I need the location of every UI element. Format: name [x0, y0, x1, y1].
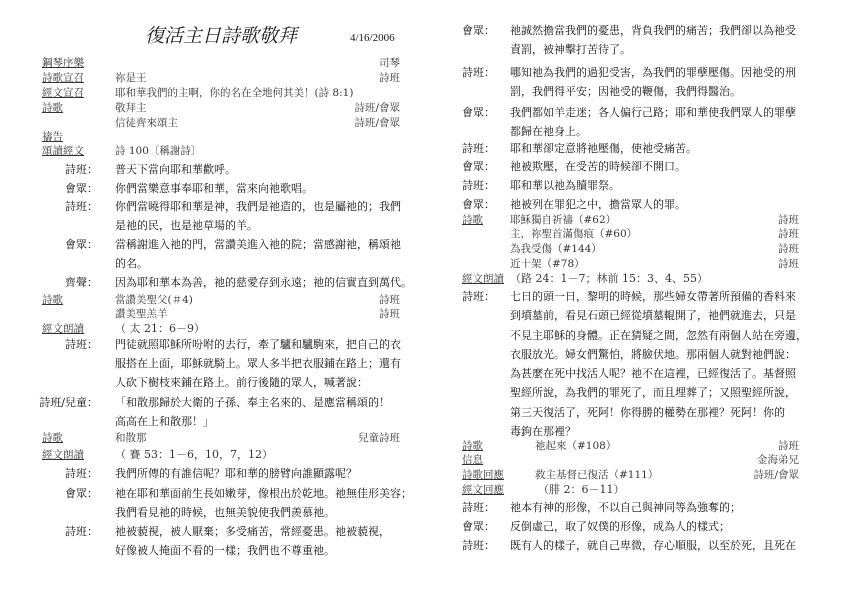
leader-label: 詩班	[778, 228, 799, 240]
reading-line: 七日的頭一日，黎明的時候，那些婦女帶著所預備的香料來	[510, 290, 796, 303]
response-hymn-row	[462, 468, 799, 482]
song-title: 祂起來（#108）	[535, 440, 617, 452]
reading-line: 衣服放光。婦女們驚怕，將臉伏地。那兩個人就對祂們說：	[510, 347, 796, 361]
call-scripture-row	[42, 86, 400, 100]
leader-label: 詩班	[778, 243, 799, 255]
leader-label: 詩班	[778, 258, 799, 270]
reading-line: 我們看見祂的時候，也無美貌使我們羨慕祂。	[115, 506, 335, 519]
reading-line: 門徒就照耶穌所吩咐的去行，牽了驢和驢駒來，把自己的衣	[115, 338, 401, 351]
speaker-label: 詩班：	[65, 338, 98, 351]
reading-line: 哪知祂為我們的過犯受害，為我們的罪孽壓傷。因祂受的刑	[510, 66, 796, 79]
scripture-reference: （ 太 21：6－9）	[115, 322, 205, 335]
speaker-label: 會眾：	[462, 106, 495, 119]
reading-line: 祂被欺壓，在受苦的時候卻不開口。	[510, 160, 686, 173]
section-heading: 經文朗讀	[42, 449, 84, 461]
section-heading: 詩歌宣召	[42, 72, 84, 84]
song-title: 信徒齊來頌主	[115, 117, 178, 129]
reading-line: 為甚麼在死中找活人呢？祂不在這裡，已經復活了。基督照	[510, 367, 796, 381]
song-title: 主，祢聖首滿傷痕（#60）	[510, 228, 638, 240]
hymn-row	[462, 439, 799, 453]
song-title: 為我受傷（#144）	[510, 243, 602, 255]
reading-line: 你們當曉得耶和華是神，我們是祂造的，也是屬祂的；我們	[115, 200, 401, 213]
speaker-label: 會眾：	[462, 160, 495, 173]
speaker-label: 詩班：	[65, 525, 98, 538]
scripture-reference: （路 24：1－7；林前 15：3、4、55）	[510, 272, 708, 285]
speaker-label: 詩班：	[462, 290, 495, 303]
leader-label: 詩班	[379, 294, 400, 306]
scripture-reference: （腓 2：6－11）	[538, 483, 625, 496]
leader-label: 詩班/會眾	[354, 102, 400, 114]
song-title: 和散那	[115, 432, 147, 444]
leader-label: 詩班/會眾	[753, 469, 799, 481]
section-heading: 鋼琴序樂	[42, 57, 84, 69]
reading-line: 毒鉤在那裡？	[510, 425, 576, 439]
reading-line: 高高在上和散那！」	[115, 415, 214, 428]
scripture-reading-row	[42, 448, 400, 462]
section-heading: 詩歌	[42, 432, 63, 444]
leader-label: 兒童詩班	[358, 432, 400, 444]
reading-line: 耶和華卻定意將祂壓傷，使祂受痛苦。	[510, 142, 697, 155]
reading-line: 反倒虛己，取了奴僕的形像，成為人的樣式；	[510, 520, 730, 533]
reading-line: 好像被人掩面不看的一樣；我們也不尊重祂。	[115, 544, 335, 557]
speaker-label: 詩班：	[65, 200, 98, 213]
song-title: 敬拜主	[115, 102, 147, 114]
reading-line: 是祂的民，也是祂草場的羊。	[115, 219, 258, 232]
page-title: 復活主日詩歌敬拜	[145, 25, 298, 47]
hymn-row	[42, 116, 400, 130]
song-title: 近十架（#78）	[510, 258, 585, 270]
section-heading: 經文宣召	[42, 87, 84, 99]
song-title: 祢是王	[115, 72, 147, 84]
scripture-reading-row	[42, 322, 400, 336]
reading-line: 你們當樂意事奉耶和華，當來向祂歌唱。	[115, 182, 313, 195]
song-title: 耶穌獨自祈禱（#62）	[510, 214, 617, 226]
scripture-reading-row	[462, 272, 799, 286]
scripture-text: 耶和華我們的主啊，你的名在全地何其美！(詩 8:1)	[115, 87, 354, 99]
hymn-row	[42, 101, 400, 115]
hymn-row	[462, 227, 799, 241]
reading-line: 既有人的樣子，就自己卑微，存心順服，以至於死，且死在	[510, 539, 796, 552]
reading-line: 祂被列在罪犯之中，擔當眾人的罪。	[510, 198, 686, 211]
speaker-label: 會眾：	[462, 24, 495, 37]
section-heading: 經文朗讀	[42, 323, 84, 335]
reading-line: 服搭在上面，耶穌就騎上。眾人多半把衣服鋪在路上；還有	[115, 357, 401, 370]
scripture-reference: 詩 100〔稱謝詩〕	[115, 145, 202, 157]
scripture-reference: （ 賽 53：1－6，10，7，12）	[115, 448, 273, 461]
section-heading: 經文朗讀	[462, 273, 504, 285]
reading-line: 到墳墓前，看見石頭已經從墳墓輥開了，祂們就進去，只是	[510, 309, 796, 323]
reading-line: 不見主耶穌的身體。正在猜疑之間，忽然有兩個人站在旁邊，	[510, 328, 807, 342]
speaker-label: 會眾：	[462, 198, 495, 211]
service-date: 4/16/2006	[350, 32, 395, 44]
speaker-label: 詩班：	[462, 66, 495, 79]
speaker-label: 齊聲：	[65, 276, 98, 289]
speaker-label: 詩班：	[462, 539, 495, 552]
reading-line: 祂本有神的形像，不以自己與神同等為強奪的；	[510, 501, 741, 514]
section-heading: 信息	[462, 454, 483, 466]
section-heading: 詩歌	[462, 214, 483, 226]
call-song-row	[42, 71, 400, 85]
reading-line: 第三天復活了，死阿！你得勝的權勢在那裡？死阿！你的	[510, 405, 785, 419]
reading-line: 的名。	[115, 257, 148, 270]
leader-label: 詩班	[379, 308, 400, 320]
song-title: 讚美聖羔羊	[115, 308, 168, 320]
section-heading: 詩歌回應	[462, 469, 504, 481]
response-reading-row	[462, 483, 799, 497]
reading-line: 人砍下樹枝來鋪在路上。前行後隨的眾人，喊著說：	[115, 376, 368, 389]
leader-label: 司琴	[379, 57, 400, 69]
speaker-label: 詩班：	[65, 467, 98, 480]
hymn-row	[42, 293, 400, 307]
speaker-label: 詩班：	[462, 142, 495, 155]
leader-label: 詩班	[379, 72, 400, 84]
speaker-name: 金海弟兄	[757, 454, 799, 466]
reading-line: 祂被藐視，被人厭棄；多受痛苦，常經憂患。祂被藐視，	[115, 525, 390, 538]
reading-line: 罰，我們得平安；因祂受的鞭傷，我們得醫治。	[510, 85, 741, 98]
hymn-row	[42, 431, 400, 445]
leader-label: 詩班	[778, 440, 799, 452]
speaker-label: 詩班/兒童：	[39, 396, 98, 409]
section-heading: 詩歌	[462, 440, 483, 452]
hymn-row	[462, 242, 799, 256]
section-heading: 詩歌	[42, 102, 63, 114]
prelude-row	[42, 56, 400, 70]
reading-line: 祂在耶和華面前生長如嫩芽，像根出於乾地。祂無佳形美容；	[115, 487, 412, 500]
speaker-label: 會眾：	[462, 520, 495, 533]
reading-line: 祂誠然擔當我們的憂患，背負我們的痛苦；我們卻以為祂受	[510, 24, 796, 37]
speaker-label: 會眾：	[65, 238, 98, 251]
reading-line: 聖經所說，為我們的罪死了，而且埋葬了；又照聖經所說，	[510, 386, 796, 400]
reading-line: 因為耶和華本為善，祂的慈愛存到永遠；祂的信實直到萬代。	[115, 276, 412, 289]
reading-line: 普天下當向耶和華歡呼。	[115, 163, 236, 176]
hymn-row	[42, 307, 400, 321]
speaker-label: 會眾：	[65, 487, 98, 500]
prayer-row	[42, 130, 400, 144]
speaker-label: 詩班：	[462, 501, 495, 514]
reading-line: 耶和華以祂為贖罪祭。	[510, 179, 620, 192]
reading-line: 我們都如羊走迷；各人偏行己路；耶和華使我們眾人的罪孽	[510, 106, 796, 119]
hymn-row	[462, 257, 799, 271]
section-heading: 禱告	[42, 131, 63, 143]
section-heading: 經文回應	[462, 484, 504, 496]
reading-line: 都歸在祂身上。	[510, 125, 587, 138]
reading-line: 「和散那歸於大衛的子孫、奉主名來的、是應當稱頌的！	[115, 396, 390, 409]
reading-line: 我們所傳的有誰信呢？耶和華的膀臂向誰顯露呢？	[115, 467, 357, 480]
speaker-label: 詩班：	[462, 179, 495, 192]
song-title: 救主基督已復活（#111）	[535, 469, 659, 481]
speaker-label: 詩班：	[65, 163, 98, 176]
message-row	[462, 453, 799, 467]
leader-label: 詩班/會眾	[354, 117, 400, 129]
hymn-row	[462, 213, 799, 227]
speaker-label: 會眾：	[65, 182, 98, 195]
psalm-reading-row	[42, 144, 400, 158]
section-heading: 頌讀經文	[42, 145, 84, 157]
leader-label: 詩班	[778, 214, 799, 226]
song-title: 當讚美聖父(＃4)	[115, 294, 193, 306]
section-heading: 詩歌	[42, 294, 63, 306]
reading-line: 當稱謝進入祂的門，當讚美進入祂的院；當感謝祂，稱頌祂	[115, 238, 401, 251]
reading-line: 責罰，被神擊打苦待了。	[510, 43, 631, 56]
